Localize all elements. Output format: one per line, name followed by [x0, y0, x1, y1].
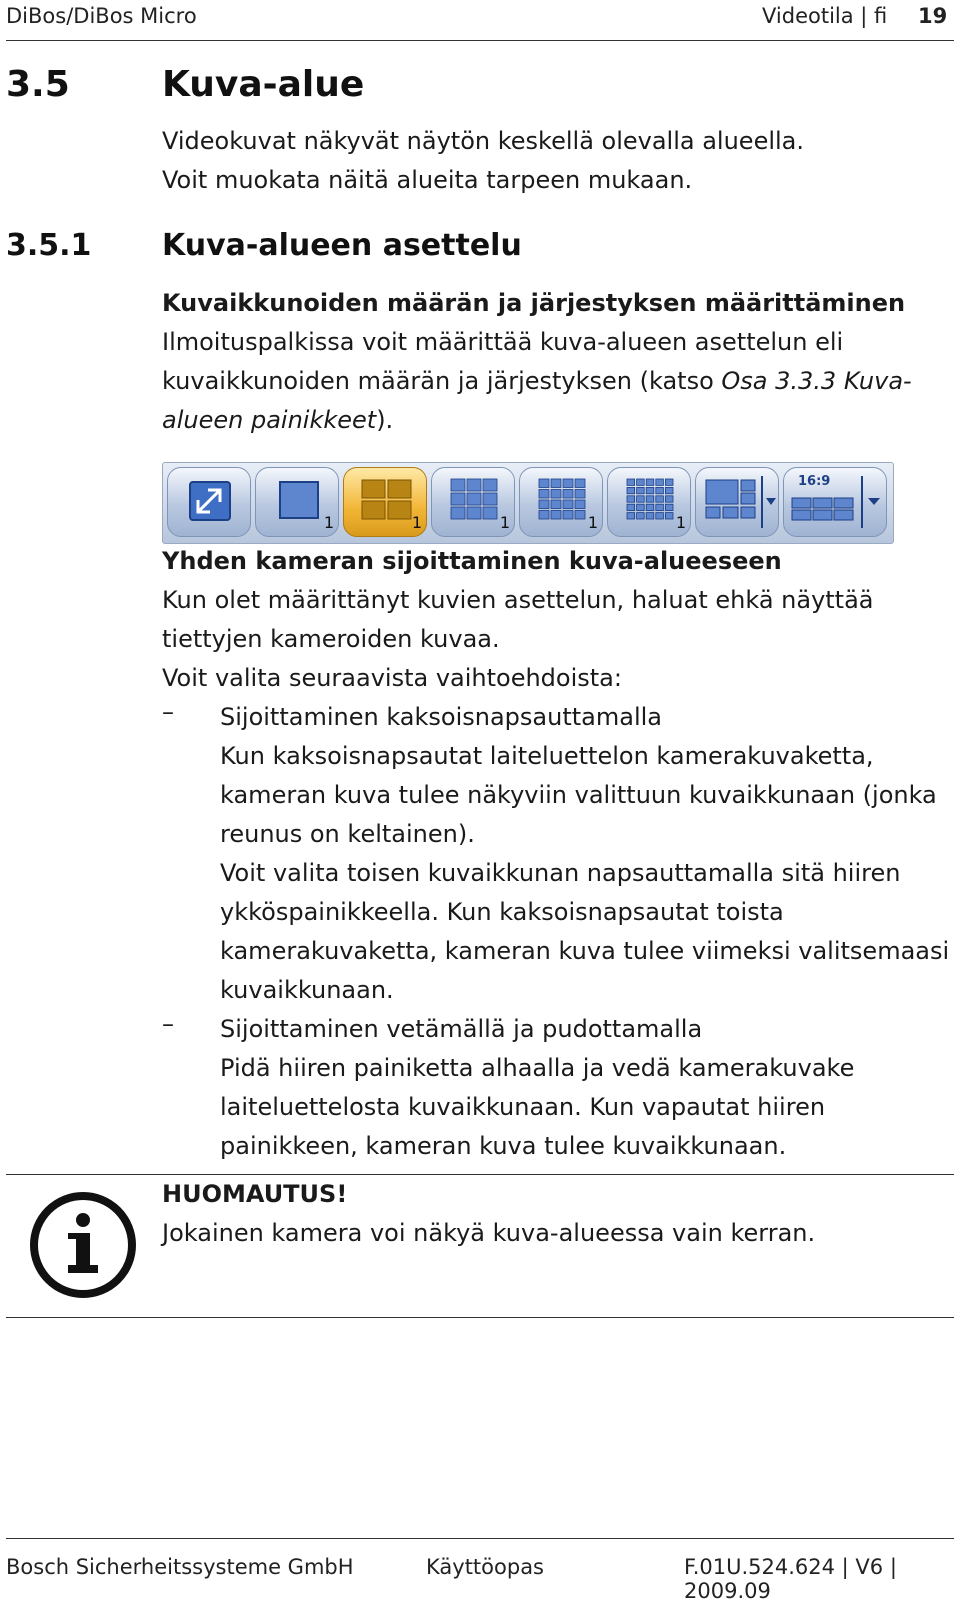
grid-cell	[551, 500, 561, 509]
grid-cell	[665, 487, 673, 493]
section-intro-line2: Voit muokata näitä alueita tarpeen mukaan.	[162, 166, 693, 194]
list-item-line: kameran kuva tulee näkyviin valittuun kuvaikkunaan (jonka	[220, 781, 937, 809]
list-item-line: kamerakuvaketta, kameran kuva tulee viimeksi valitsemaasi	[220, 937, 950, 965]
grid-cell	[637, 487, 645, 493]
layout-paragraph-line3	[162, 401, 393, 440]
header-rule	[6, 40, 954, 41]
list-dash: –	[162, 698, 174, 726]
grid-cell	[646, 496, 654, 502]
list-item-line: painikkeen, kameran kuva tulee kuvaikkunaan.	[220, 1132, 787, 1160]
list-item-line: Pidä hiiren painiketta alhaalla ja vedä kamerakuvake	[220, 1054, 855, 1082]
aspect-ratio-label: 16:9	[798, 474, 831, 489]
grid-cell	[646, 487, 654, 493]
option-drag-drop-body	[220, 1049, 960, 1166]
grid-cell	[627, 513, 635, 519]
grid-cell	[627, 504, 635, 510]
section-title: Kuva-alue	[162, 64, 365, 105]
grid-cell	[451, 479, 465, 491]
grid-cell	[539, 479, 549, 488]
grid-cell	[539, 490, 549, 499]
subsection-number: 3.5.1	[6, 228, 92, 263]
grid-cell	[483, 493, 497, 505]
running-header-left: DiBos/DiBos Micro	[6, 4, 197, 28]
subsection-title: Kuva-alueen asettelu	[162, 228, 522, 263]
button-number: 1	[323, 513, 334, 532]
grid-5x5-button[interactable]	[607, 467, 691, 537]
single-view-button[interactable]	[255, 467, 339, 537]
grid-cell	[637, 513, 645, 519]
grid-cell	[575, 479, 585, 488]
page-number: 19	[918, 4, 948, 28]
grid-cell	[627, 479, 635, 485]
grid-cell	[665, 513, 673, 519]
heading-layout: Kuvaikkunoiden määrän ja järjestyksen määrittäminen	[162, 289, 906, 317]
layout-dropdown-button[interactable]	[695, 467, 779, 537]
grid-cell	[467, 493, 481, 505]
list-dash: –	[162, 1010, 174, 1038]
grid-cell	[627, 487, 635, 493]
fullscreen-icon	[168, 468, 252, 538]
list-item-line: ykköspainikkeella. Kun kaksoisnapsautat toista	[220, 898, 784, 926]
info-icon	[28, 1190, 138, 1300]
grid-cell	[665, 504, 673, 510]
place-paragraph-line1: Kun olet määrittänyt kuvien asettelun, haluat ehkä näyttää	[162, 586, 874, 614]
place-paragraph-line2: tiettyjen kameroiden kuvaa.	[162, 625, 500, 653]
list-item-line: Voit valita toisen kuvaikkunan napsauttamalla sitä hiiren	[220, 859, 901, 887]
grid-cell	[646, 513, 654, 519]
layout-toolbar	[162, 462, 894, 544]
grid-cell	[563, 490, 573, 499]
grid-cell	[575, 511, 585, 520]
grid-cell	[467, 479, 481, 491]
list-item-line: Kun kaksoisnapsautat laiteluettelon kamerakuvaketta,	[220, 742, 874, 770]
grid-4x4-button[interactable]	[519, 467, 603, 537]
layout-dropdown-icon	[696, 468, 780, 538]
footer-doc-id: F.01U.524.624 | V6 | 2009.09	[684, 1555, 897, 1603]
grid-cell	[551, 490, 561, 499]
grid-cell	[539, 500, 549, 509]
grid-cell	[656, 513, 664, 519]
layout-paragraph-line2	[162, 362, 912, 401]
grid-cell	[563, 500, 573, 509]
grid-cell	[483, 479, 497, 491]
grid-cell	[656, 479, 664, 485]
grid-cell	[467, 507, 481, 519]
grid-2x2-button[interactable]	[343, 467, 427, 537]
grid-cell	[656, 496, 664, 502]
fullscreen-button[interactable]	[167, 467, 251, 537]
grid-3x3-button[interactable]	[431, 467, 515, 537]
grid-cell	[646, 479, 654, 485]
button-number: 1	[499, 513, 510, 532]
note-title: HUOMAUTUS!	[162, 1180, 348, 1208]
heading-place-camera: Yhden kameran sijoittaminen kuva-alueeseen	[162, 547, 782, 575]
cross-reference-link[interactable]: Osa 3.3.3 Kuva-	[721, 367, 912, 395]
grid-cell	[575, 500, 585, 509]
note-bottom-rule	[6, 1317, 954, 1318]
list-item-line: laiteluettelosta kuvaikkunaan. Kun vapautat hiiren	[220, 1093, 826, 1121]
grid-cell	[665, 479, 673, 485]
section-intro-line1: Videokuvat näkyvät näytön keskellä olevalla alueella.	[162, 127, 805, 155]
grid-cell	[551, 479, 561, 488]
grid-cell	[451, 507, 465, 519]
options-intro: Voit valita seuraavista vaihtoehdoista:	[162, 664, 622, 692]
button-number: 1	[587, 513, 598, 532]
grid-cell	[665, 496, 673, 502]
cross-reference-link-cont[interactable]: alueen painikkeet	[162, 406, 377, 434]
button-number: 1	[675, 513, 686, 532]
grid-cell	[483, 507, 497, 519]
grid-cell	[656, 504, 664, 510]
grid-cell	[551, 511, 561, 520]
footer-rule	[6, 1538, 954, 1539]
grid-cell	[637, 496, 645, 502]
running-header-right: Videotila | fi	[762, 4, 888, 28]
option-drag-drop-title: Sijoittaminen vetämällä ja pudottamalla	[220, 1015, 703, 1043]
note-text: Jokainen kamera voi näkyä kuva-alueessa vain kerran.	[162, 1219, 816, 1247]
grid-cell	[646, 504, 654, 510]
grid-cell	[575, 490, 585, 499]
list-item-line: kuvaikkunaan.	[220, 976, 394, 1004]
grid-cell	[656, 487, 664, 493]
footer-document: Käyttöopas	[426, 1555, 545, 1579]
note-top-rule	[6, 1174, 954, 1175]
grid-cell	[637, 479, 645, 485]
list-item-line: reunus on keltainen).	[220, 820, 475, 848]
aspect-ratio-dropdown-button[interactable]	[783, 467, 887, 537]
footer-company: Bosch Sicherheitssysteme GmbH	[6, 1555, 354, 1579]
grid-cell	[637, 504, 645, 510]
grid-cell	[539, 511, 549, 520]
grid-cell	[627, 496, 635, 502]
section-number: 3.5	[6, 64, 70, 105]
option-double-click-body	[220, 737, 960, 1010]
grid-cell	[451, 493, 465, 505]
layout-paragraph-text: kuvaikkunoiden määrän ja järjestyksen (katso	[162, 367, 722, 395]
grid-cell	[563, 479, 573, 488]
option-double-click-title: Sijoittaminen kaksoisnapsauttamalla	[220, 703, 662, 731]
button-number: 1	[411, 513, 422, 532]
layout-paragraph-end: ).	[376, 406, 394, 434]
layout-paragraph-line1: Ilmoituspalkissa voit määrittää kuva-alueen asettelun eli	[162, 328, 844, 356]
grid-cell	[563, 511, 573, 520]
